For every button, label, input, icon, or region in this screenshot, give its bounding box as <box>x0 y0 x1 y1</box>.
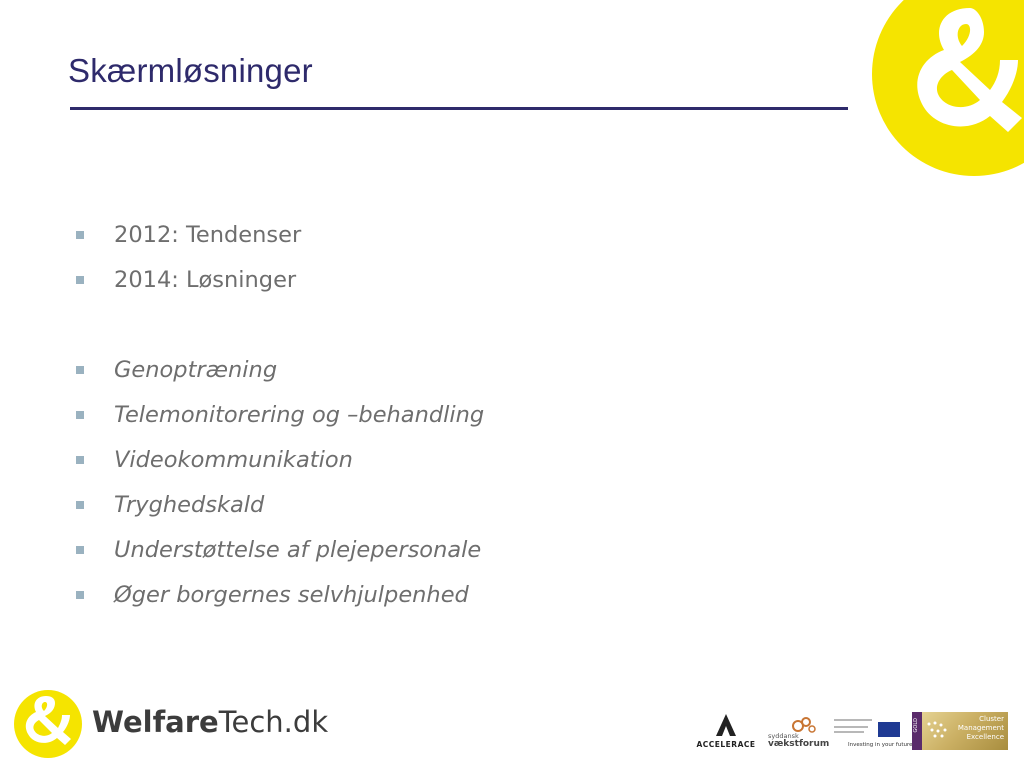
cluster-line: Cluster <box>979 715 1004 723</box>
list-item <box>76 527 484 572</box>
partner-accelerace <box>696 712 756 752</box>
list-item <box>76 572 484 617</box>
ampersand-logo-icon <box>12 688 84 760</box>
eu-text-line <box>834 719 872 721</box>
partner-cluster-excellence <box>912 712 1008 750</box>
gold-band <box>912 712 922 750</box>
list-item <box>76 437 484 482</box>
partner-eu <box>834 716 913 750</box>
brand-regular: Tech.dk <box>218 705 329 739</box>
bullet-text: Genoptræning <box>114 356 278 383</box>
list-spacer <box>76 302 484 347</box>
bullet-square-icon <box>76 276 84 284</box>
ampersand-logo-icon <box>872 0 1024 176</box>
cluster-line: Management <box>957 724 1004 732</box>
footer-brand <box>92 705 328 739</box>
eu-flag-icon <box>878 722 900 737</box>
star-dots-icon <box>926 720 952 740</box>
bullet-text: Videokommunikation <box>114 446 353 473</box>
bullet-text: 2012: Tendenser <box>114 221 302 248</box>
bullet-square-icon <box>76 501 84 509</box>
bullet-square-icon <box>76 546 84 554</box>
eu-tagline: Investing in your future <box>848 742 913 748</box>
brand-bold: Welfare <box>92 705 219 739</box>
list-item <box>76 392 484 437</box>
eu-text-line <box>834 731 864 733</box>
cluster-line: Excellence <box>966 733 1004 741</box>
list-item <box>76 212 484 257</box>
bullet-square-icon <box>76 366 84 374</box>
title-underline <box>70 107 848 110</box>
slide-title: Skærmløsninger <box>68 52 313 89</box>
bullet-text: Tryghedskald <box>114 491 265 518</box>
bullet-text: Telemonitorering og –behandling <box>114 401 485 428</box>
bullet-list <box>76 212 484 617</box>
bullet-square-icon <box>76 456 84 464</box>
bullet-text: Understøttelse af plejepersonale <box>114 536 482 563</box>
accelerace-icon <box>696 712 756 740</box>
accelerace-label: ACCELERACE <box>696 740 756 749</box>
bullet-text: 2014: Løsninger <box>114 266 297 293</box>
eu-text-line <box>834 726 868 728</box>
bullet-square-icon <box>76 231 84 239</box>
list-item <box>76 347 484 392</box>
cluster-label <box>958 715 1004 742</box>
partner-vaekstforum <box>768 716 830 752</box>
list-item <box>76 257 484 302</box>
bullet-square-icon <box>76 591 84 599</box>
vaekstforum-small-label: syddansk <box>768 732 799 740</box>
bullet-text: Øger borgernes selvhjulpenhed <box>114 581 469 608</box>
bullet-square-icon <box>76 411 84 419</box>
vaekstforum-big-label: vækstforum <box>768 739 830 749</box>
gold-label: GOLD <box>913 718 919 733</box>
list-item <box>76 482 484 527</box>
